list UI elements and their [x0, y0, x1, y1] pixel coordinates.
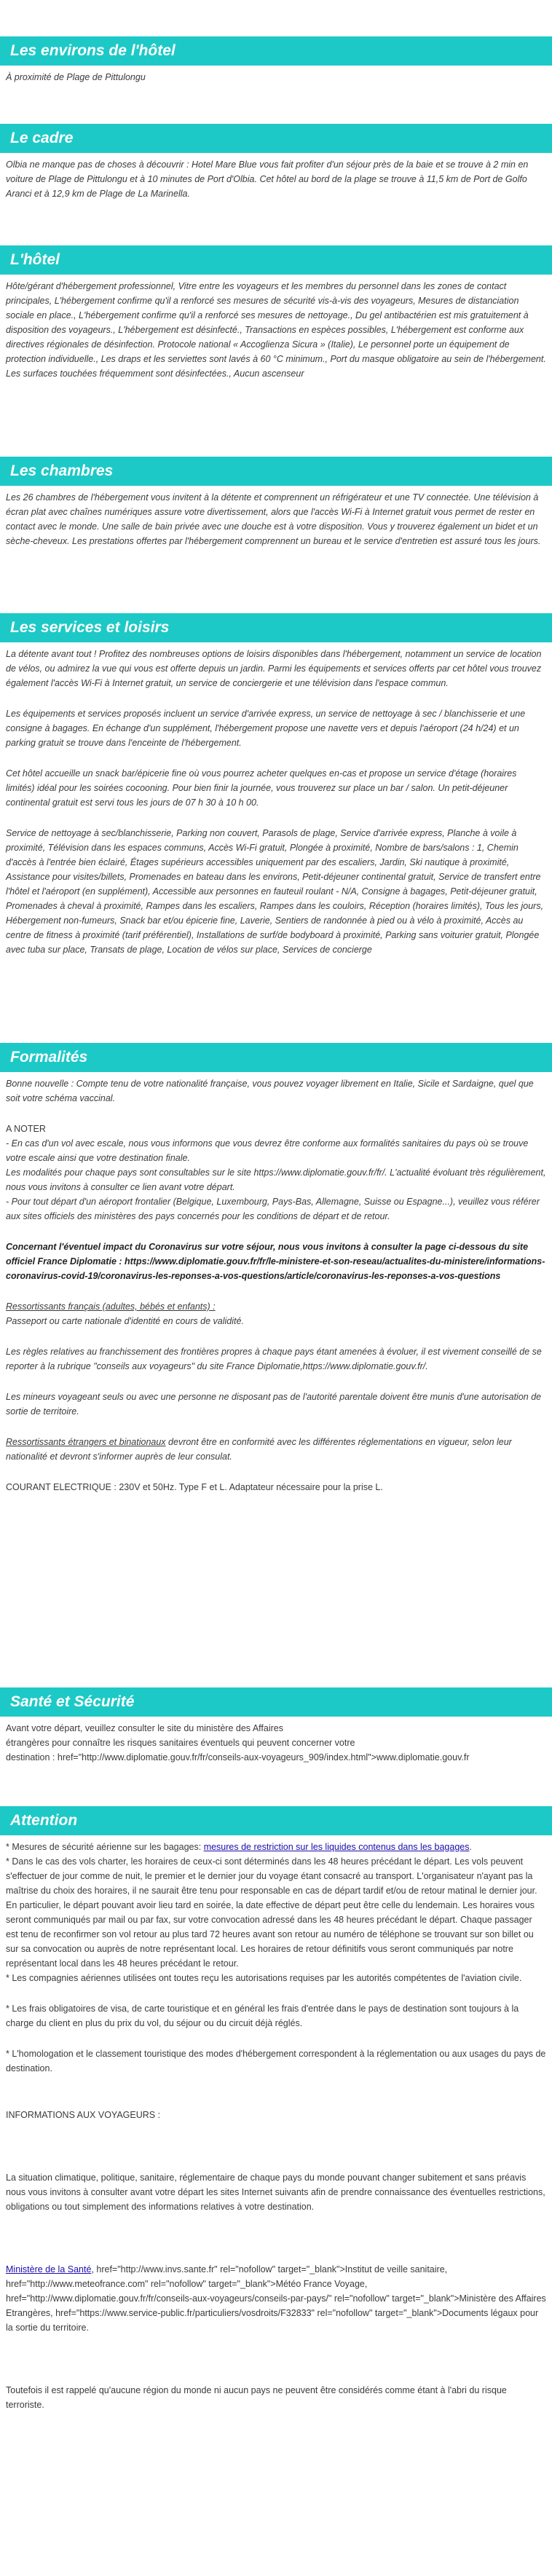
charter-flights-text: * Dans le cas des vols charter, les horaires de ceux-ci sont déterminés dans les 48 heures précédant le départ. Les vols peuvent s'effectuer de jour comme de nuit, le premier et le dernier jour du voyage étant consacré au transport. L'organisateur n'ayant pas la maîtrise du choix des horaires, il ne saurait être tenu pour responsable en cas de départ tardif et/ou de retour matinal le dernier jour. En particulier, le départ pouvant avoir lieu tard en soirée, la date effective de départ peut être celle du lendemain. Les horaires vous seront communiqués par mail ou par fax, sur votre convocation adressé dans les 48 heures précédant le départ. Chaque passager est tenu de reconfirmer son vol retour au plus tard 72 heures avant son retour au numéro de téléphone se trouvant sur son billet ou sur sa convocation ou auprès de notre représentant local. Les horaires de retour définitifs vous seront communiqués par notre représentant local dans les 48 heures précédant le retour.: [6, 1856, 537, 1969]
section-title: Les chambres: [0, 457, 552, 486]
travelers-info-text: nous vous invitons à consulter avant votre départ les sites Internet suivants afin de prendre connaissance des éventuelles restrictions, obligations ou tout simplement des informations relatives à votre destination.: [6, 2187, 545, 2212]
section-title: Les services et loisirs: [0, 613, 552, 642]
loisirs-paragraph: La détente avant tout ! Profitez des nombreuses options de loisirs disponibles dans l'hébergement, notamment un service de location de vélos, ou admirez la vue qui vous est offerte depuis un jardin. Parmi les équipements et services offerts par cet hôtel vous trouvez également l'accès Wi-Fi à Internet gratuit, un service de conciergerie et une télévision dans l'espace commun.: [6, 649, 542, 688]
minors-text: Les mineurs voyageant seuls ou avec une personne ne disposant pas de l'autorité parentale doivent être munis d'une autorisation de sortie de territoire.: [6, 1392, 542, 1417]
formalites-line: - En cas d'un vol avec escale, nous vous informons que vous devrez être conforme aux formalités sanitaires du pays où se trouve votre escale ainsi que votre destination finale.: [6, 1138, 529, 1163]
section-title: Les environs de l'hôtel: [0, 36, 552, 66]
visa-fees-text: * Les frais obligatoires de visa, de carte touristique et en général les frais d'entrée dans le pays de destination sont toujours à la charge du client en plus du prix du vol, du séjour ou du circuit déjà réglés.: [6, 2004, 519, 2028]
section-title: Formalités: [0, 1043, 552, 1072]
french-nationals-heading: Ressortissants français (adultes, bébés et enfants) :: [6, 1301, 216, 1312]
section-text: Les 26 chambres de l'hébergement vous invitent à la détente et comprennent un réfrigérateur et une TV connectée. Une télévision à écran plat avec chaînes numériques assure votre divertissement, alors que l'accès Wi-Fi à Internet gratuit vous permet de rester en contact avec le monde. Une salle de bain privée avec une douche est à votre disposition. Vous y trouverez également un bidet et un sèche-cheveux. Les prestations offertes par l'hébergement comprennent un bureau et le service d'entretien est assuré tous les jours.: [6, 492, 541, 546]
section-environs: [0, 36, 552, 84]
ministere-sante-link[interactable]: Ministère de la Santé: [6, 2264, 92, 2274]
section-text: À proximité de Plage de Pittulongu: [6, 72, 146, 82]
coronavirus-notice: Concernant l'éventuel impact du Coronavirus sur votre séjour, nous vous invitons à consulter la page ci-dessous du site officiel France Diplomatie : https://www.diplomatie.gouv.fr/fr/le-ministere-et-son-reseau/actualites-du-ministere/informations-coronavirus-covid-19/coronavirus-les-reponses-a-vos-questions/article/coronavirus-les-reponses-a-vos-questions: [6, 1242, 545, 1281]
formalites-line: Les modalités pour chaque pays sont consultables sur le site https://www.diplomatie.gouv.fr/fr/. L'actualité évoluant très régulièrement, nous vous invitons à consulter ce lien avant votre départ.: [6, 1167, 546, 1192]
foreigners-body: devront être en conformité avec les différentes réglementations en vigueur, selon leur nationalité et devront s'informer auprès de leur consulat.: [6, 1437, 512, 1462]
loisirs-paragraph: Les équipements et services proposés incluent un service d'arrivée express, un service de nettoyage à sec / blanchisserie et une consigne à bagages. En échange d'un supplément, l'hébergement propose une navette vers et depuis l'aéroport (24 h/24) et un parking gratuit se trouve dans l'enceinte de l'hébergement.: [6, 709, 526, 748]
homologation-text: * L'homologation et le classement touristique des modes d'hébergement correspondent à la réglementation ou aux usages du pays de destination.: [6, 2049, 546, 2073]
official-links-rest: , href="http://www.invs.sante.fr" rel="nofollow" target="_blank">Institut de veille sanitaire, href="http://www.meteofrance.com" rel="nofollow" target="_blank">Météo France Voyage, href="http://www.diplomatie.gouv.fr/fr/conseils-aux-voyageurs/conseils-par-pays/" rel="nofollow" target="_blank">Ministère des Affaires Etrangères, href="https://www.service-public.fr/particuliers/vosdroits/F32833" rel="nofollow" target="_blank">Documents légaux pour la sortie du territoire.: [6, 2264, 546, 2333]
terrorism-risk-text: Toutefois il est rappelé qu'aucune région du monde ni aucun pays ne peuvent être considérés comme étant à l'abri du risque terroriste.: [6, 2385, 507, 2410]
section-formalites: [0, 1043, 552, 1494]
border-rules-text: Les règles relatives au franchissement des frontières propres à chaque pays étant amenées à évoluer, il est vivement conseillé de se reporter à la rubrique "conseils aux voyageurs" du site France Diplomatie,https://www.diplomatie.gouv.fr/.: [6, 1347, 542, 1371]
sante-line: destination : href="http://www.diplomatie.gouv.fr/fr/conseils-aux-voyageurs_909/index.html">www.diplomatie.gouv.fr: [6, 1752, 470, 1762]
baggage-security-prefix: * Mesures de sécurité aérienne sur les bagages:: [6, 1842, 204, 1852]
official-links: [6, 2262, 546, 2335]
section-title: Santé et Sécurité: [0, 1687, 552, 1717]
airlines-text: * Les compagnies aériennes utilisées ont toutes reçu les autorisations requises par les autorités compétentes de l'aviation civile.: [6, 1973, 522, 1983]
section-text: Hôte/gérant d'hébergement professionnel, Vitre entre les voyageurs et les membres du personnel dans les zones de contact principales, L'hébergement confirme qu'il a renforcé ses mesures de sécurité vis-à-vis des voyageurs, Mesures de distanciation sociale en place., L'hébergement confirme qu'il a renforcé ses mesures de nettoyage., Du gel antibactérien est mis gratuitement à disposition des voyageurs., L'hébergement est désinfecté., Transactions en espèces possibles, L'hébergement est conforme aux directives régionales de désinfection. Protocole national « Accoglienza Sicura » (Italie), Le personnel porte un équipement de protection individuelle., Les draps et les serviettes sont lavés à 60 °C minimum., Port du masque obligatoire au sein de l'hébergement. Les surfaces touchées fréquemment sont désinfectées., Aucun ascenseur: [6, 281, 546, 379]
section-title: L'hôtel: [0, 245, 552, 275]
formalites-line: Bonne nouvelle : Compte tenu de votre nationalité française, vous pouvez voyager librement en Italie, Sicile et Sardaigne, quel que soit votre schéma vaccinal.: [6, 1079, 534, 1103]
foreigners-text: [6, 1435, 546, 1464]
section-cadre: [0, 124, 552, 201]
section-loisirs: [0, 613, 552, 957]
section-title: Le cadre: [0, 124, 552, 153]
section-text: Olbia ne manque pas de choses à découvrir : Hotel Mare Blue vous fait profiter d'un séjour près de la baie et se trouve à 2 min en voiture de Plage de Pittulongu et à 10 minutes de Port d'Olbia. Cet hôtel au bord de la plage se trouve à 11,5 km de Port de Golfo Aranci et à 12,9 km de Plage de La Marinella.: [6, 159, 529, 199]
baggage-security-text: [6, 1840, 546, 1854]
travelers-info-heading: INFORMATIONS AUX VOYAGEURS :: [6, 2110, 161, 2120]
sante-line: Avant votre départ, veuillez consulter le site du ministère des Affaires: [6, 1723, 283, 1733]
loisirs-paragraph: Cet hôtel accueille un snack bar/épicerie fine où vous pourrez acheter quelques en-cas et propose un service d'étage (horaires limités) idéal pour les soirées cocooning. Pour bien finir la journée, vous trouverez sur place un bar / salon. Un petit-déjeuner continental gratuit est servi tous les jours de 07 h 30 à 10 h 00.: [6, 768, 517, 808]
section-sante: [0, 1687, 552, 1765]
formalites-line: - Pour tout départ d'un aéroport frontalier (Belgique, Luxembourg, Pays-Bas, Allemagne, Suisse ou Espagne...), veuillez vous référer aux sites officiels des ministères des pays concernés pour les conditions de départ et de retour.: [6, 1197, 540, 1221]
french-nationals-text: Passeport ou carte nationale d'identité en cours de validité.: [6, 1316, 244, 1326]
section-title: Attention: [0, 1806, 552, 1835]
formalites-line: A NOTER: [6, 1124, 46, 1134]
foreigners-heading: Ressortissants étrangers et binationaux: [6, 1437, 166, 1447]
travelers-info-text: La situation climatique, politique, sanitaire, réglementaire de chaque pays du monde pouvant changer subitement et sans préavis: [6, 2173, 527, 2183]
electric-current-text: COURANT ELECTRIQUE : 230V et 50Hz. Type F et L. Adaptateur nécessaire pour la prise L.: [6, 1482, 383, 1492]
section-attention: [0, 1806, 552, 2412]
sante-line: étrangères pour connaître les risques sanitaires éventuels qui peuvent concerner votre: [6, 1738, 355, 1748]
baggage-security-suffix: .: [469, 1842, 472, 1852]
section-chambres: [0, 457, 552, 548]
section-hotel: [0, 245, 552, 381]
liquids-restriction-link[interactable]: mesures de restriction sur les liquides contenus dans les bagages: [203, 1842, 470, 1852]
loisirs-paragraph: Service de nettoyage à sec/blanchisserie, Parking non couvert, Parasols de plage, Service d'arrivée express, Planche à voile à proximité, Télévision dans les espaces communs, Accès Wi-Fi gratuit, Plongée à proximité, Nombre de bars/salons : 1, Chemin d'accès à l'entrée bien éclairé, Étages supérieurs accessibles uniquement par des escaliers, Jardin, Ski nautique à proximité, Assistance pour visites/billets, Promenades en bateau dans les environs, Petit-déjeuner continental gratuit, Service de transfert entre l'hôtel et l'aéroport (en supplément), Accessible aux personnes en fauteuil roulant - N/A, Consigne à bagages, Petit-déjeuner gratuit, Promenades à cheval à proximité, Rampes dans les escaliers, Rampes dans les couloirs, Réception (horaires limités), Tous les jours, Hébergement non-fumeurs, Snack bar et/ou épicerie fine, Laverie, Sentiers de randonnée à pied ou à vélo à proximité, Accès au centre de fitness à proximité (tarif préférentiel), Installations de surf/de bodyboard à proximité, Parking sans voiturier gratuit, Plongée avec tuba sur place, Transats de plage, Location de vélos sur place, Services de concierge: [6, 828, 544, 955]
